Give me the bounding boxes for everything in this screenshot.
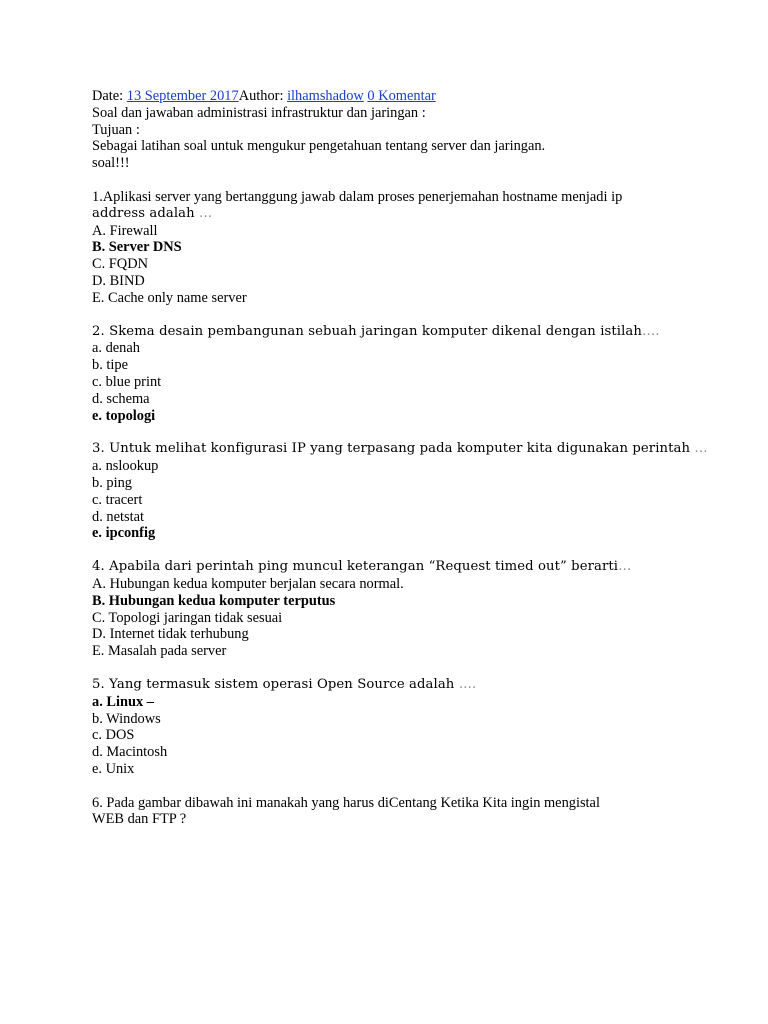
option-a: A. Hubungan kedua komputer berjalan secara normal. [92, 575, 404, 592]
tujuan-text: Sebagai latihan soal untuk mengukur pengetahuan tentang server dan jaringan. [92, 138, 546, 155]
ellipsis: … [694, 441, 708, 457]
question-text: 5. Yang termasuk sistem operasi Open Source adalah …. [92, 676, 477, 692]
option-b-answer: B. Hubungan kedua komputer terputus [92, 592, 336, 609]
question-text-cont: address adalah … [92, 205, 213, 221]
soal-label: soal!!! [92, 155, 130, 172]
question-text: 6. Pada gambar dibawah ini manakah yang harus diCentang Ketika Kita ingin mengistal [92, 794, 600, 811]
question-2 [92, 324, 732, 425]
option-d: d. Macintosh [92, 744, 168, 761]
document-page [92, 88, 732, 828]
question-1 [92, 189, 732, 307]
option-c: C. Topologi jaringan tidak sesuai [92, 609, 283, 626]
question-text: 2. Skema desain pembangunan sebuah jaringan komputer dikenal dengan istilah…. [92, 323, 660, 339]
ellipsis: … [199, 205, 213, 221]
question-text: 3. Untuk melihat konfigurasi IP yang terpasang pada komputer kita digunakan perintah … [92, 441, 708, 457]
option-a: a. denah [92, 340, 140, 357]
option-b: b. Windows [92, 710, 161, 727]
option-c: c. blue print [92, 373, 162, 390]
question-4 [92, 559, 732, 660]
tujuan-label: Tujuan : [92, 121, 140, 138]
option-d: d. schema [92, 390, 150, 407]
author-label: Author: [238, 88, 288, 104]
option-a-answer: a. Linux – [92, 693, 154, 710]
author-link[interactable]: ilhamshadow [287, 88, 364, 104]
option-b: b. ping [92, 474, 132, 491]
question-6 [92, 795, 732, 829]
option-e-answer: e. ipconfig [92, 525, 156, 542]
question-text: 4. Apabila dari perintah ping muncul keterangan “Request timed out” berarti… [92, 559, 632, 575]
option-c: C. FQDN [92, 256, 148, 273]
option-d: D. Internet tidak terhubung [92, 626, 249, 643]
option-a: A. Firewall [92, 222, 158, 239]
option-e: E. Masalah pada server [92, 643, 227, 660]
option-b: b. tipe [92, 357, 128, 374]
question-5 [92, 677, 732, 778]
question-text: 1.Aplikasi server yang bertanggung jawab dalam proses penerjemahan hostname menjadi ip [92, 188, 623, 205]
option-e: e. Unix [92, 760, 135, 777]
option-e-answer: e. topologi [92, 407, 156, 424]
option-e: E. Cache only name server [92, 289, 247, 306]
ellipsis: … [618, 559, 632, 575]
option-d: D. BIND [92, 272, 145, 289]
ellipsis: …. [641, 323, 660, 339]
question-text-cont: WEB dan FTP ? [92, 811, 187, 828]
question-3 [92, 441, 732, 542]
option-c: c. DOS [92, 727, 135, 744]
option-c: c. tracert [92, 491, 143, 508]
document-title: Soal dan jawaban administrasi infrastruktur dan jaringan : [92, 104, 426, 121]
option-a: a. nslookup [92, 458, 159, 475]
comments-link[interactable]: 0 Komentar [367, 88, 436, 104]
date-label: Date: [92, 88, 127, 104]
option-b-answer: B. Server DNS [92, 239, 182, 256]
date-link[interactable]: 13 September 2017 [126, 88, 239, 104]
post-meta [92, 88, 732, 105]
option-d: d. netstat [92, 508, 144, 525]
ellipsis: …. [458, 676, 477, 692]
